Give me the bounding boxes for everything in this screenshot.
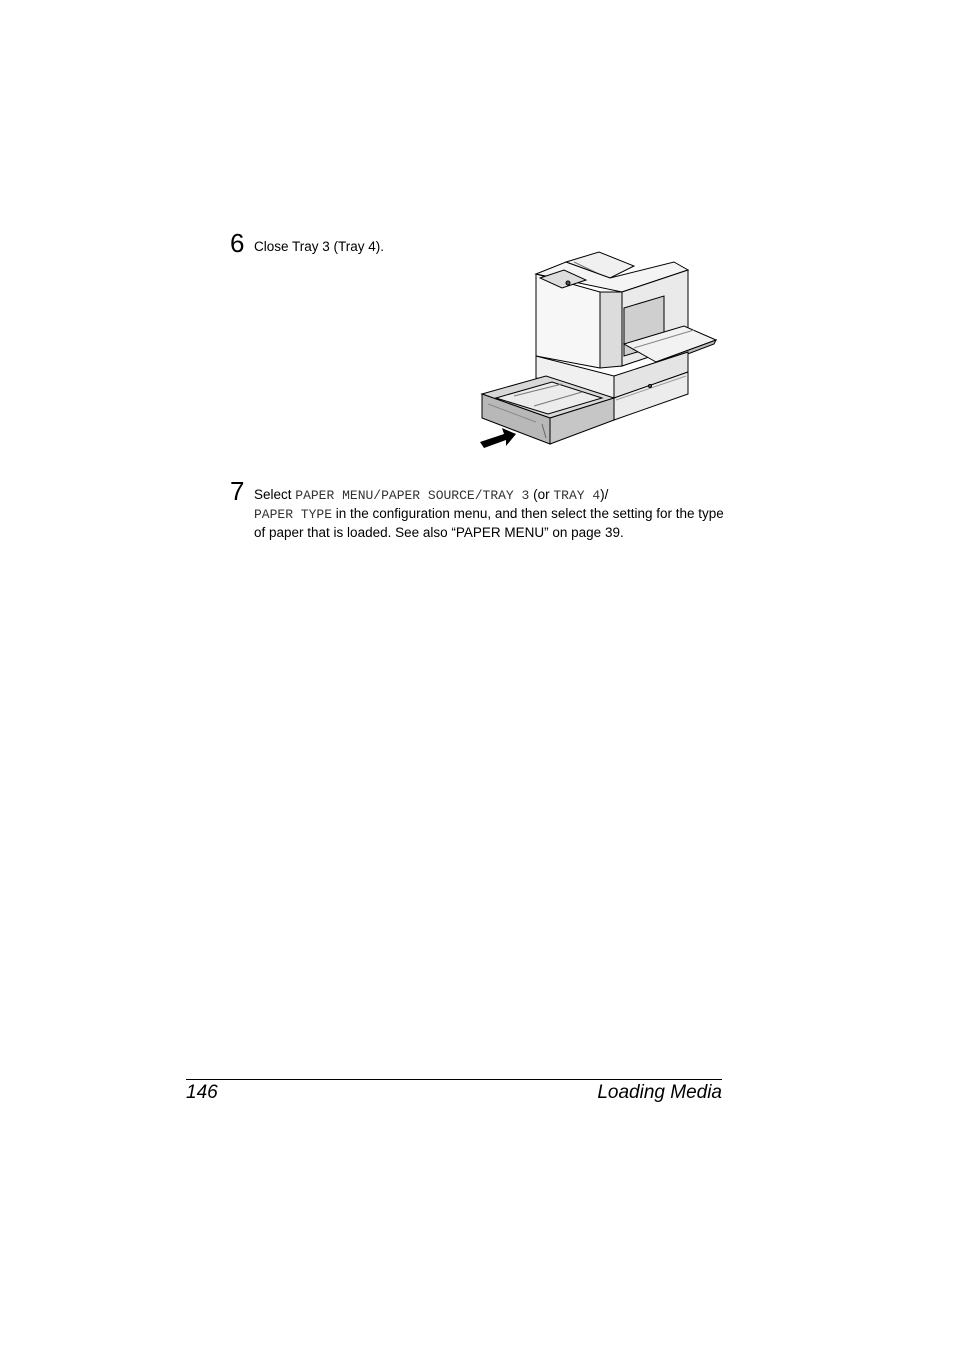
push-arrow-icon: [480, 428, 516, 448]
step-7-text-separator: )/: [600, 487, 609, 502]
menu-item-tray-4: TRAY 4: [553, 488, 601, 503]
step-7-number: 7: [230, 476, 245, 506]
menu-item-paper-type: PAPER TYPE: [254, 507, 333, 522]
footer-divider: [186, 1079, 722, 1080]
menu-path-tray-3: PAPER MENU/PAPER SOURCE/TRAY 3: [295, 488, 530, 503]
section-title: Loading Media: [597, 1082, 722, 1103]
step-7-text-or: (or: [529, 487, 554, 502]
step-7-instruction: [254, 486, 724, 542]
printer-tray-closing-icon: [474, 248, 720, 454]
step-7-text-rest: in the configuration menu, and then select the setting for the type of paper that is loaded. See also “PAPER MENU” on page 39.: [254, 506, 724, 540]
step-6-number: 6: [230, 228, 245, 258]
page-number: 146: [186, 1082, 218, 1103]
step-7-text-select: Select: [254, 487, 296, 502]
step-6-instruction: Close Tray 3 (Tray 4).: [254, 239, 385, 254]
